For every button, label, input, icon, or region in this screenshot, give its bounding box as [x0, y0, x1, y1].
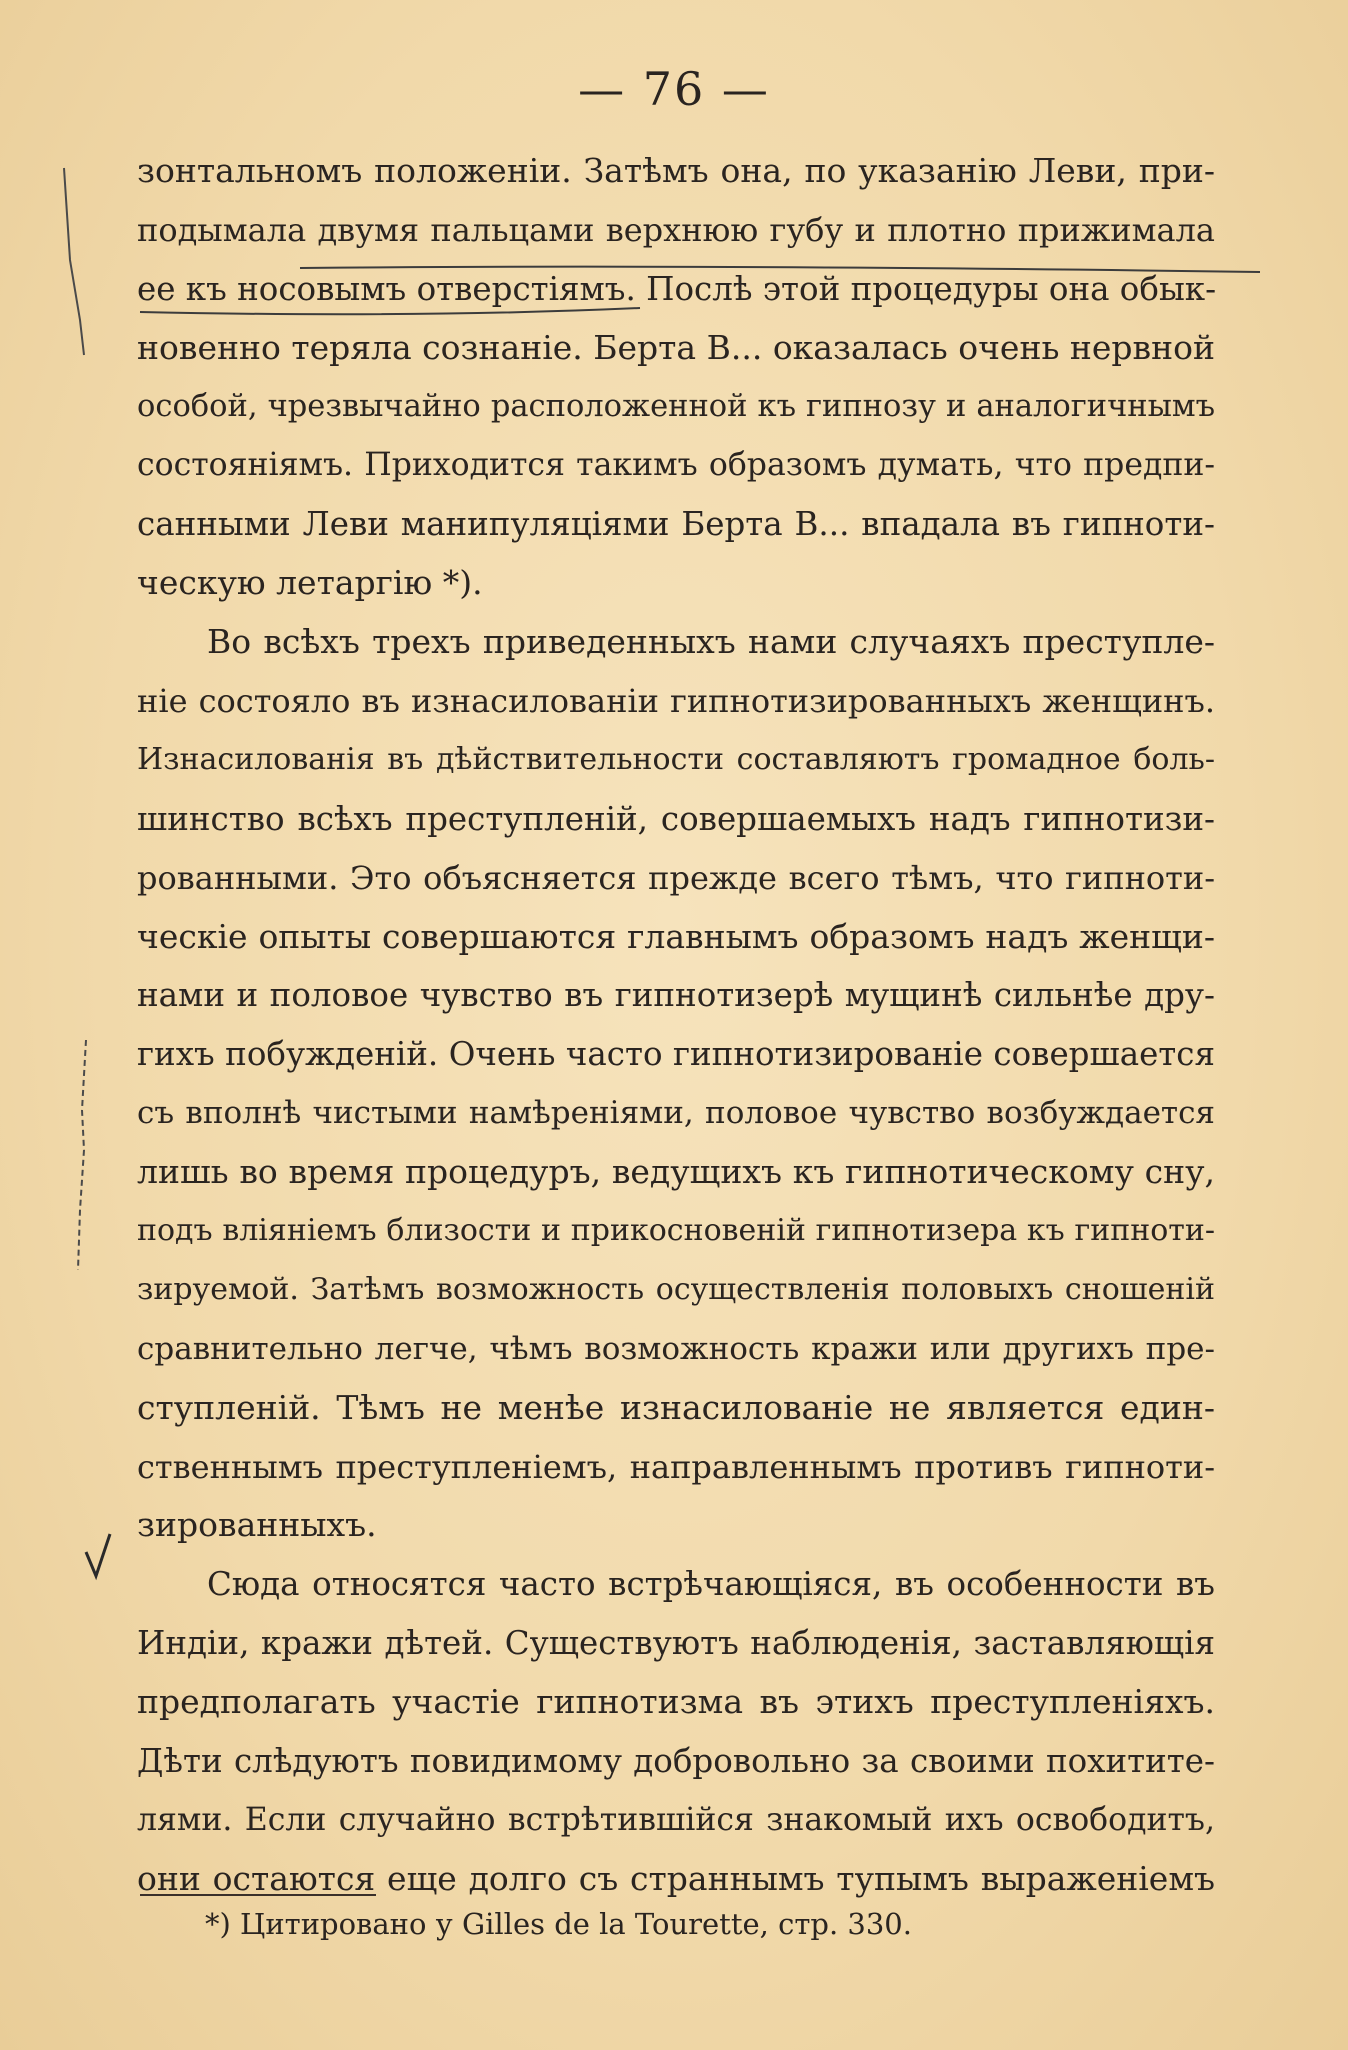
text-line: ее къ носовымъ отверстіямъ. Послѣ этой процедуры она обык- — [137, 269, 1217, 308]
text-line: ческіе опыты совершаются главнымъ образомъ надъ женщи- — [137, 916, 1215, 956]
text-line: Сюда относятся часто встрѣчающіяся, въ особенности въ — [207, 1565, 1215, 1604]
text-line: рованными. Это объясняется прежде всего тѣмъ, что гипноти- — [137, 858, 1215, 897]
pencil-underline-2 — [140, 308, 640, 314]
text-line: ческую летаргію *). — [137, 563, 483, 603]
pencil-margin-bracket-1 — [64, 168, 84, 355]
text-line: ственнымъ преступленіемъ, направленнымъ противъ гипноти- — [137, 1447, 1215, 1486]
text-line: шинство всѣхъ преступленій, совершаемыхъ надъ гипнотизи- — [137, 799, 1215, 838]
text-line: Во всѣхъ трехъ приведенныхъ нами случаяхъ преступле- — [207, 622, 1215, 662]
text-line: Изнасилованія въ дѣйствительности составляютъ громадное боль- — [137, 741, 1215, 777]
text-line: ніе состояло въ изнасилованіи гипнотизированныхъ женщинъ. — [137, 682, 1215, 721]
text-line: состояніямъ. Приходится такимъ образомъ думать, что предпи- — [137, 447, 1215, 484]
pencil-margin-bracket-2 — [78, 1040, 86, 1270]
text-line: нами и половое чувство въ гипнотизерѣ мущинѣ сильнѣе дру- — [137, 976, 1215, 1015]
pencil-underline-1 — [300, 267, 1260, 272]
text-line: зируемой. Затѣмъ возможность осуществленія половыхъ сношеній — [137, 1271, 1215, 1307]
text-line: новенно теряла сознаніе. Берта В... оказалась очень нервной — [137, 327, 1215, 367]
text-line: ступленій. Тѣмъ не менѣе изнасилованіе не является един- — [137, 1387, 1215, 1427]
pencil-check-mark — [86, 1534, 110, 1576]
text-line: сравнительно легче, чѣмъ возможность кражи или другихъ пре- — [137, 1330, 1215, 1367]
text-line: зонтальномъ положеніи. Затѣмъ она, по указанію Леви, при- — [137, 151, 1215, 190]
footnote: *) Цитировано у Gilles de la Tourette, стр. 330. — [205, 1907, 912, 1941]
text-line: Дѣти слѣдуютъ повидимому добровольно за своими похитите- — [137, 1742, 1215, 1781]
text-line: санными Леви манипуляціями Берта В... впадала въ гипноти- — [137, 505, 1215, 544]
text-line: подымала двумя пальцами верхнюю губу и плотно прижимала — [137, 210, 1215, 249]
text-line: предполагать участіе гипнотизма въ этихъ преступленіяхъ. — [137, 1682, 1215, 1722]
text-line: съ вполнѣ чистыми намѣреніями, половое чувство возбуждается — [137, 1095, 1215, 1132]
text-line: гихъ побужденій. Очень часто гипнотизированіе совершается — [137, 1035, 1215, 1074]
text-line: они остаются еще долго съ страннымъ тупымъ выраженіемъ — [137, 1858, 1215, 1898]
text-line: особой, чрезвычайно расположенной къ гипнозу и аналогичнымъ — [137, 388, 1215, 424]
text-line: зированныхъ. — [137, 1505, 377, 1545]
text-line: Индіи, кражи дѣтей. Существуютъ наблюденія, заставляющія — [137, 1624, 1215, 1663]
text-line: подъ вліяніемъ близости и прикосновеній гипнотизера къ гипноти- — [137, 1213, 1215, 1249]
page-number: — 76 — — [578, 62, 770, 116]
text-line: лями. Если случайно встрѣтившійся знакомый ихъ освободитъ, — [137, 1801, 1215, 1838]
text-line: лишь во время процедуръ, ведущихъ къ гипнотическому сну, — [137, 1152, 1215, 1192]
